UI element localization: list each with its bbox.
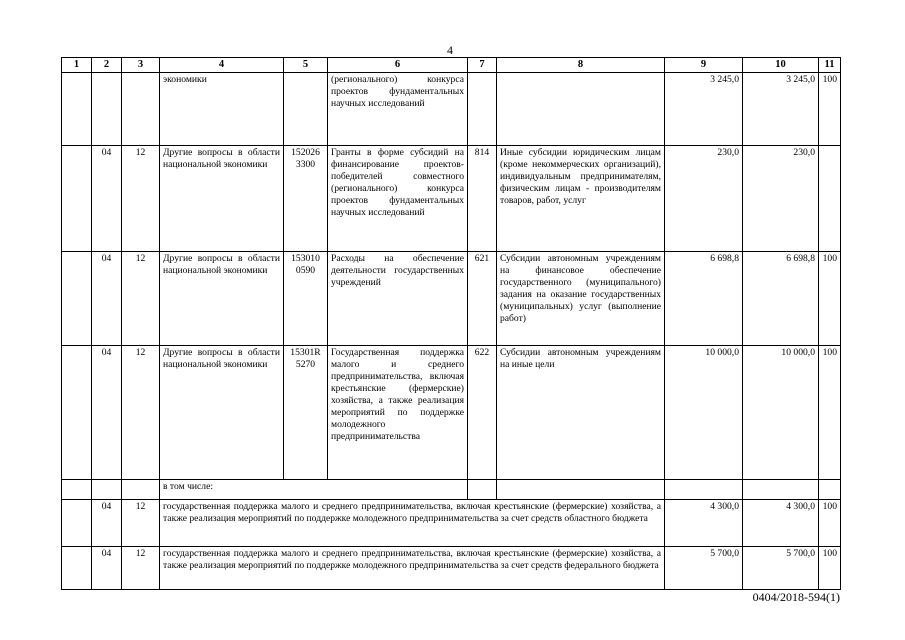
cell-percent: 100 (819, 346, 841, 480)
header-cell: 6 (328, 58, 468, 73)
cell-planned: 5 700,0 (665, 547, 743, 590)
empty-cell (62, 480, 92, 500)
cell-subsection: 12 (122, 252, 160, 346)
cell-expense-code: 621 (468, 252, 497, 346)
table-row (62, 252, 841, 346)
header-cell: 4 (160, 58, 284, 73)
cell-percent: 100 (819, 73, 841, 146)
cell-target-name: (регионального) конкурса проектов фундаментальных научных исследований (328, 73, 468, 146)
cell-section: 04 (92, 252, 122, 346)
cell-col1 (62, 73, 92, 146)
cell-percent (819, 146, 841, 252)
cell-target-name: Государственная поддержка малого и среднего предпринимательства, включая крестьянские (фермерские) хозяйства, а также реализация мероприятий по поддержке молодежного предпринимательства (328, 346, 468, 480)
budget-table (61, 57, 841, 590)
cell-planned: 4 300,0 (665, 500, 743, 547)
cell-actual: 4 300,0 (743, 500, 819, 547)
cell-col1 (62, 146, 92, 252)
empty-cell (62, 547, 92, 590)
cell-target-code: 153010 0590 (284, 252, 328, 346)
header-cell: 11 (819, 58, 841, 73)
cell-actual: 5 700,0 (743, 547, 819, 590)
cell-expense-name (497, 73, 665, 146)
cell-section (92, 73, 122, 146)
cell-subsection: 12 (122, 146, 160, 252)
header-cell: 9 (665, 58, 743, 73)
header-cell: 3 (122, 58, 160, 73)
empty-cell (122, 480, 160, 500)
cell-expense-code: 622 (468, 346, 497, 480)
document-code: 0404/2018-594(1) (752, 590, 840, 604)
empty-cell (665, 480, 743, 500)
cell-subsection: 12 (122, 500, 160, 547)
cell-subsection: 12 (122, 346, 160, 480)
cell-col1 (62, 346, 92, 480)
including-row (62, 480, 841, 500)
cell-expense-code (468, 73, 497, 146)
empty-cell (62, 500, 92, 547)
cell-section-name: экономики (160, 73, 284, 146)
cell-actual: 3 245,0 (743, 73, 819, 146)
cell-planned: 3 245,0 (665, 73, 743, 146)
cell-percent: 100 (819, 547, 841, 590)
table-row (62, 547, 841, 590)
header-cell: 1 (62, 58, 92, 73)
cell-section: 04 (92, 500, 122, 547)
empty-cell (468, 480, 497, 500)
cell-actual: 230,0 (743, 146, 819, 252)
cell-percent: 100 (819, 500, 841, 547)
cell-target-code (284, 73, 328, 146)
page-number: 4 (447, 43, 453, 57)
cell-section-name: Другие вопросы в области национальной экономики (160, 146, 284, 252)
header-cell: 8 (497, 58, 665, 73)
cell-planned: 230,0 (665, 146, 743, 252)
empty-cell (819, 480, 841, 500)
cell-planned: 6 698,8 (665, 252, 743, 346)
cell-actual: 10 000,0 (743, 346, 819, 480)
empty-cell (743, 480, 819, 500)
header-cell: 7 (468, 58, 497, 73)
header-row (62, 58, 841, 73)
cell-subsection (122, 73, 160, 146)
table-row (62, 346, 841, 480)
header-cell: 2 (92, 58, 122, 73)
cell-target-name: Гранты в форме субсидий на финансирование проектов-победителей совместного (регионального) конкурса проектов фундаментальных научных исследований (328, 146, 468, 252)
cell-expense-name: Субсидии автономным учреждениям на финансовое обеспечение государственного (муниципального) задания на оказание государственных (муниципальных) услуг (выполнение работ) (497, 252, 665, 346)
cell-actual: 6 698,8 (743, 252, 819, 346)
cell-expense-name: Субсидии автономным учреждениям на иные цели (497, 346, 665, 480)
cell-target-code: 152026 3300 (284, 146, 328, 252)
cell-expense-code: 814 (468, 146, 497, 252)
cell-expense-name: Иные субсидии юридическим лицам (кроме некоммерческих организаций), индивидуальным предпринимателям, физическим лицам - производителям товаров, работ, услуг (497, 146, 665, 252)
table-row (62, 73, 841, 146)
cell-section-name: Другие вопросы в области национальной экономики (160, 252, 284, 346)
cell-section: 04 (92, 346, 122, 480)
empty-cell (497, 480, 665, 500)
empty-cell (92, 480, 122, 500)
header-cell: 5 (284, 58, 328, 73)
cell-col1 (62, 252, 92, 346)
table-row (62, 146, 841, 252)
cell-target-name: Расходы на обеспечение деятельности государственных учреждений (328, 252, 468, 346)
including-label: в том числе: (160, 480, 468, 500)
cell-section: 04 (92, 547, 122, 590)
cell-percent: 100 (819, 252, 841, 346)
cell-section: 04 (92, 146, 122, 252)
cell-subsection: 12 (122, 547, 160, 590)
header-cell: 10 (743, 58, 819, 73)
cell-planned: 10 000,0 (665, 346, 743, 480)
cell-description: государственная поддержка малого и среднего предпринимательства, включая крестьянские (фермерские) хозяйства, а также реализация мероприятий по поддержке молодежного предпринимательства за счет средств областного бюджета (160, 500, 665, 547)
cell-target-code: 15301R 5270 (284, 346, 328, 480)
table-row (62, 500, 841, 547)
cell-section-name: Другие вопросы в области национальной экономики (160, 346, 284, 480)
cell-description: государственная поддержка малого и среднего предпринимательства, включая крестьянские (фермерские) хозяйства, а также реализация мероприятий по поддержке молодежного предпринимательства за счет средств федерального бюджета (160, 547, 665, 590)
